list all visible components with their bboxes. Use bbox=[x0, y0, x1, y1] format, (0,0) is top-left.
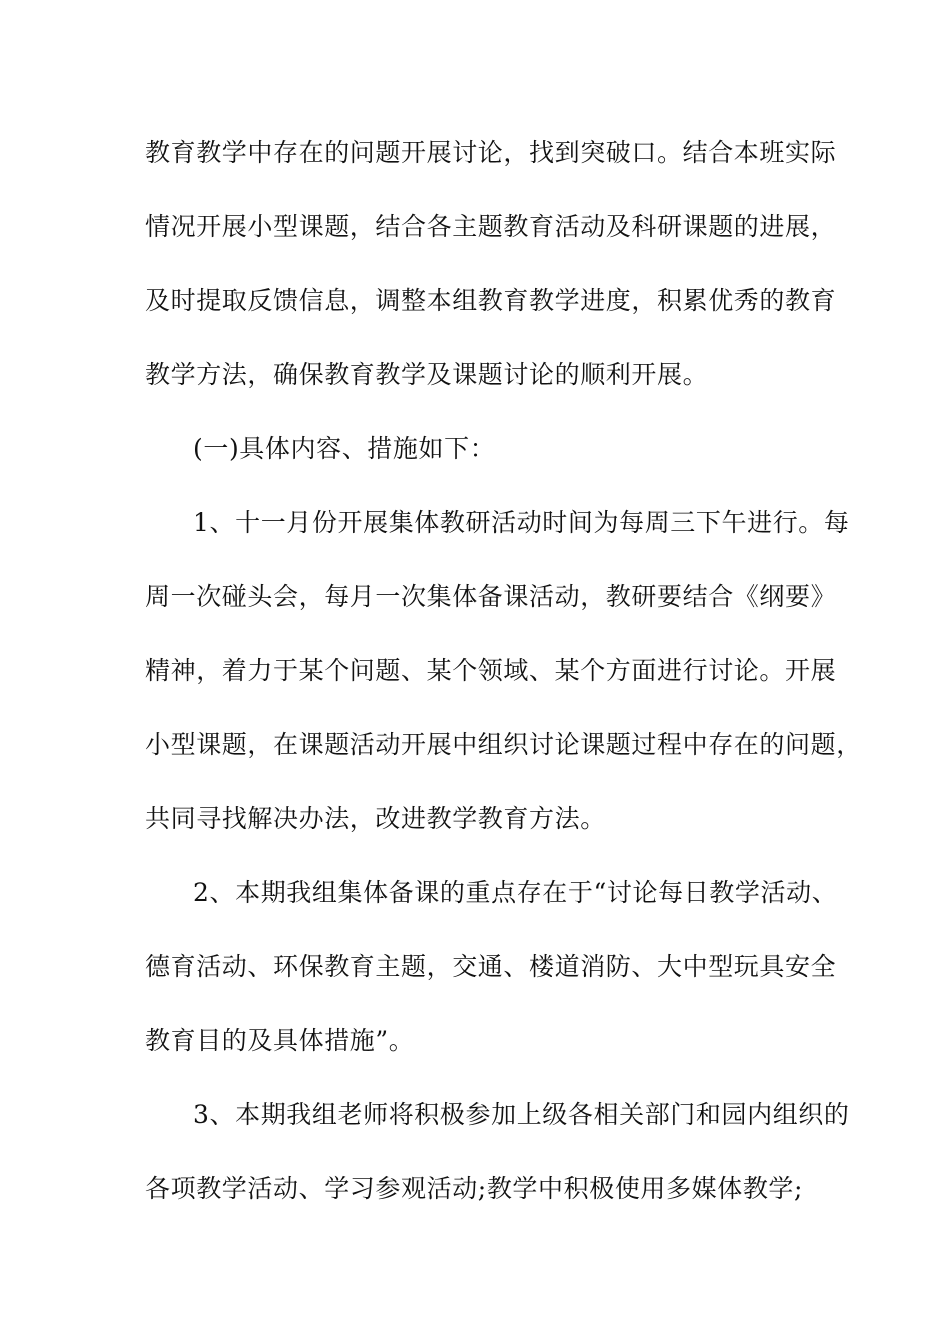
paragraph-line: 1、十一月份开展集体教研活动时间为每周三下午进行。每 bbox=[193, 508, 850, 537]
paragraph-line: 周一次碰头会，每月一次集体备课活动，教研要结合《纲要》 bbox=[145, 582, 837, 611]
paragraph-line: 教育教学中存在的问题开展讨论，找到突破口。结合本班实际 bbox=[145, 138, 837, 167]
paragraph-line: 小型课题，在课题活动开展中组织讨论课题过程中存在的问题， bbox=[145, 730, 862, 759]
paragraph-line: 各项教学活动、学习参观活动;教学中积极使用多媒体教学; bbox=[145, 1174, 804, 1203]
paragraph-line: 教学方法，确保教育教学及课题讨论的顺利开展。 bbox=[145, 360, 709, 389]
paragraph-line: 教育目的及具体措施”。 bbox=[145, 1026, 415, 1055]
paragraph-line: 德育活动、环保教育主题，交通、楼道消防、大中型玩具安全 bbox=[145, 952, 837, 981]
paragraph-line: 精神，着力于某个问题、某个领域、某个方面进行讨论。开展 bbox=[145, 656, 837, 685]
paragraph-line: 情况开展小型课题，结合各主题教育活动及科研课题的进展， bbox=[145, 212, 837, 241]
section-heading: (一)具体内容、措施如下： bbox=[193, 434, 496, 463]
paragraph-line: 3、本期我组老师将积极参加上级各相关部门和园内组织的 bbox=[193, 1100, 850, 1129]
paragraph-line: 及时提取反馈信息，调整本组教育教学进度，积累优秀的教育 bbox=[145, 286, 837, 315]
paragraph-line: 2、本期我组集体备课的重点存在于“讨论每日教学活动、 bbox=[193, 878, 838, 907]
paragraph-line: 共同寻找解决办法，改进教学教育方法。 bbox=[145, 804, 606, 833]
